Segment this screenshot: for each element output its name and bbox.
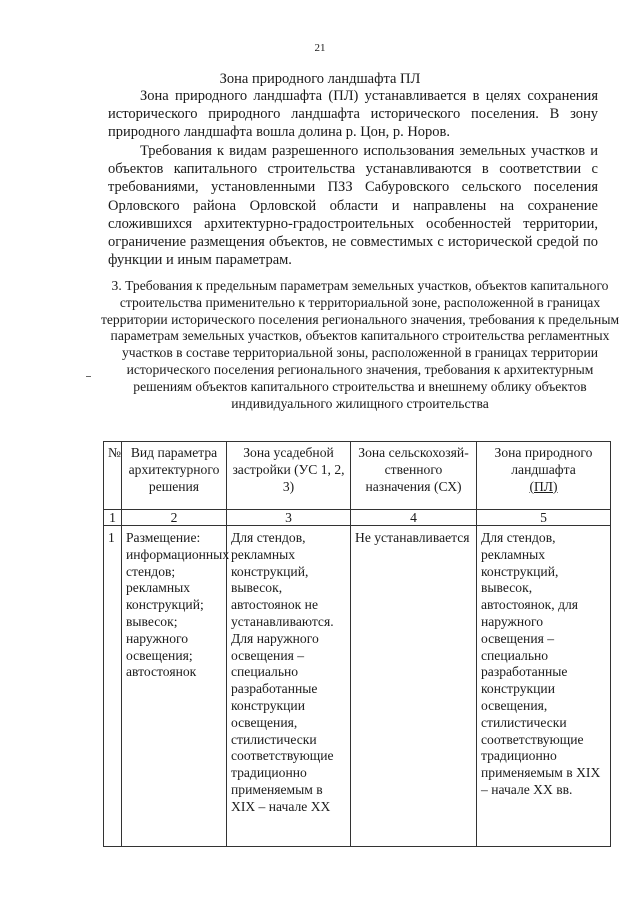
section-heading: 3. Требования к предельным параметрам земельных участков, объектов капитального строительства применительно к территориальной зоне, расположенной в границах территории исторического поселения регионального значения, требования к предельным параметрам земельных участков, объектов капитального строительства регламентных участков в составе территориальной зоны, расположенной в границах территории исторического поселения регионального значения, требования к архитектурным решениям объектов капитального строительства и внешнему облику объектов индивидуального жилищного строительства [100, 278, 620, 411]
row-parameter: Размещение: информационных стендов; рекламных конструкций; вывесок; наружного освещения; автостоянок [122, 526, 227, 847]
header-zone-pl-code: (ПЛ) [529, 478, 558, 494]
row-zone-sh-value: Не устанавливается [351, 526, 477, 847]
column-number: 4 [351, 510, 477, 526]
column-number: 5 [477, 510, 611, 526]
header-zone-sh: Зона сельскохозяй-ственного назначения (СХ) [351, 442, 477, 510]
header-zone-pl-text: Зона природного ландшафта [494, 445, 593, 477]
header-zone-pl [477, 442, 611, 510]
row-number: 1 [104, 526, 122, 847]
table-row [104, 526, 611, 847]
row-zone-pl-value: Для стендов, рекламных конструкций, вывесок, автостоянок, для наружного освещения – специально разработанные конструкции освещения, стилистически соответствующие традиционно применяемым в XIX – начале XX вв. [477, 526, 611, 847]
column-number: 1 [104, 510, 122, 526]
row-zone-us-value: Для стендов, рекламных конструкций, вывесок, автостоянок не устанавливаются. Для наружного освещения – специально разработанные конструкции освещения, стилистически соответствующие традиционно применяемым в XIX – начале XX [227, 526, 351, 847]
column-number: 3 [227, 510, 351, 526]
table-column-numbers-row [104, 510, 611, 526]
margin-mark [86, 376, 91, 377]
parameters-table [103, 441, 611, 847]
paragraph-usage-requirements: Требования к видам разрешенного использования земельных участков и объектов капитального строительства устанавливаются в соответствии с требованиями, установленными ПЗЗ Сабуровского сельского поселения Орловского района Орловской области и направлены на сохранение сложившихся архитектурно-градостроительных особенностей территории, ограничение размещения объектов, не совместимых с исторической средой по функции и иным параметрам. [108, 143, 598, 269]
column-number: 2 [122, 510, 227, 526]
zone-heading: Зона природного ландшафта ПЛ [219, 71, 421, 87]
table-header-row [104, 442, 611, 510]
header-number: № [104, 442, 122, 510]
page-number: 21 [314, 42, 326, 54]
header-parameter: Вид параметра архитектурного решения [122, 442, 227, 510]
paragraph-zone-description: Зона природного ландшафта (ПЛ) устанавливается в целях сохранения исторического природного ландшафта исторического поселения. В зону природного ландшафта вошла долина р. Цон, р. Норов. [108, 88, 598, 141]
header-zone-us: Зона усадебной застройки (УС 1, 2, 3) [227, 442, 351, 510]
